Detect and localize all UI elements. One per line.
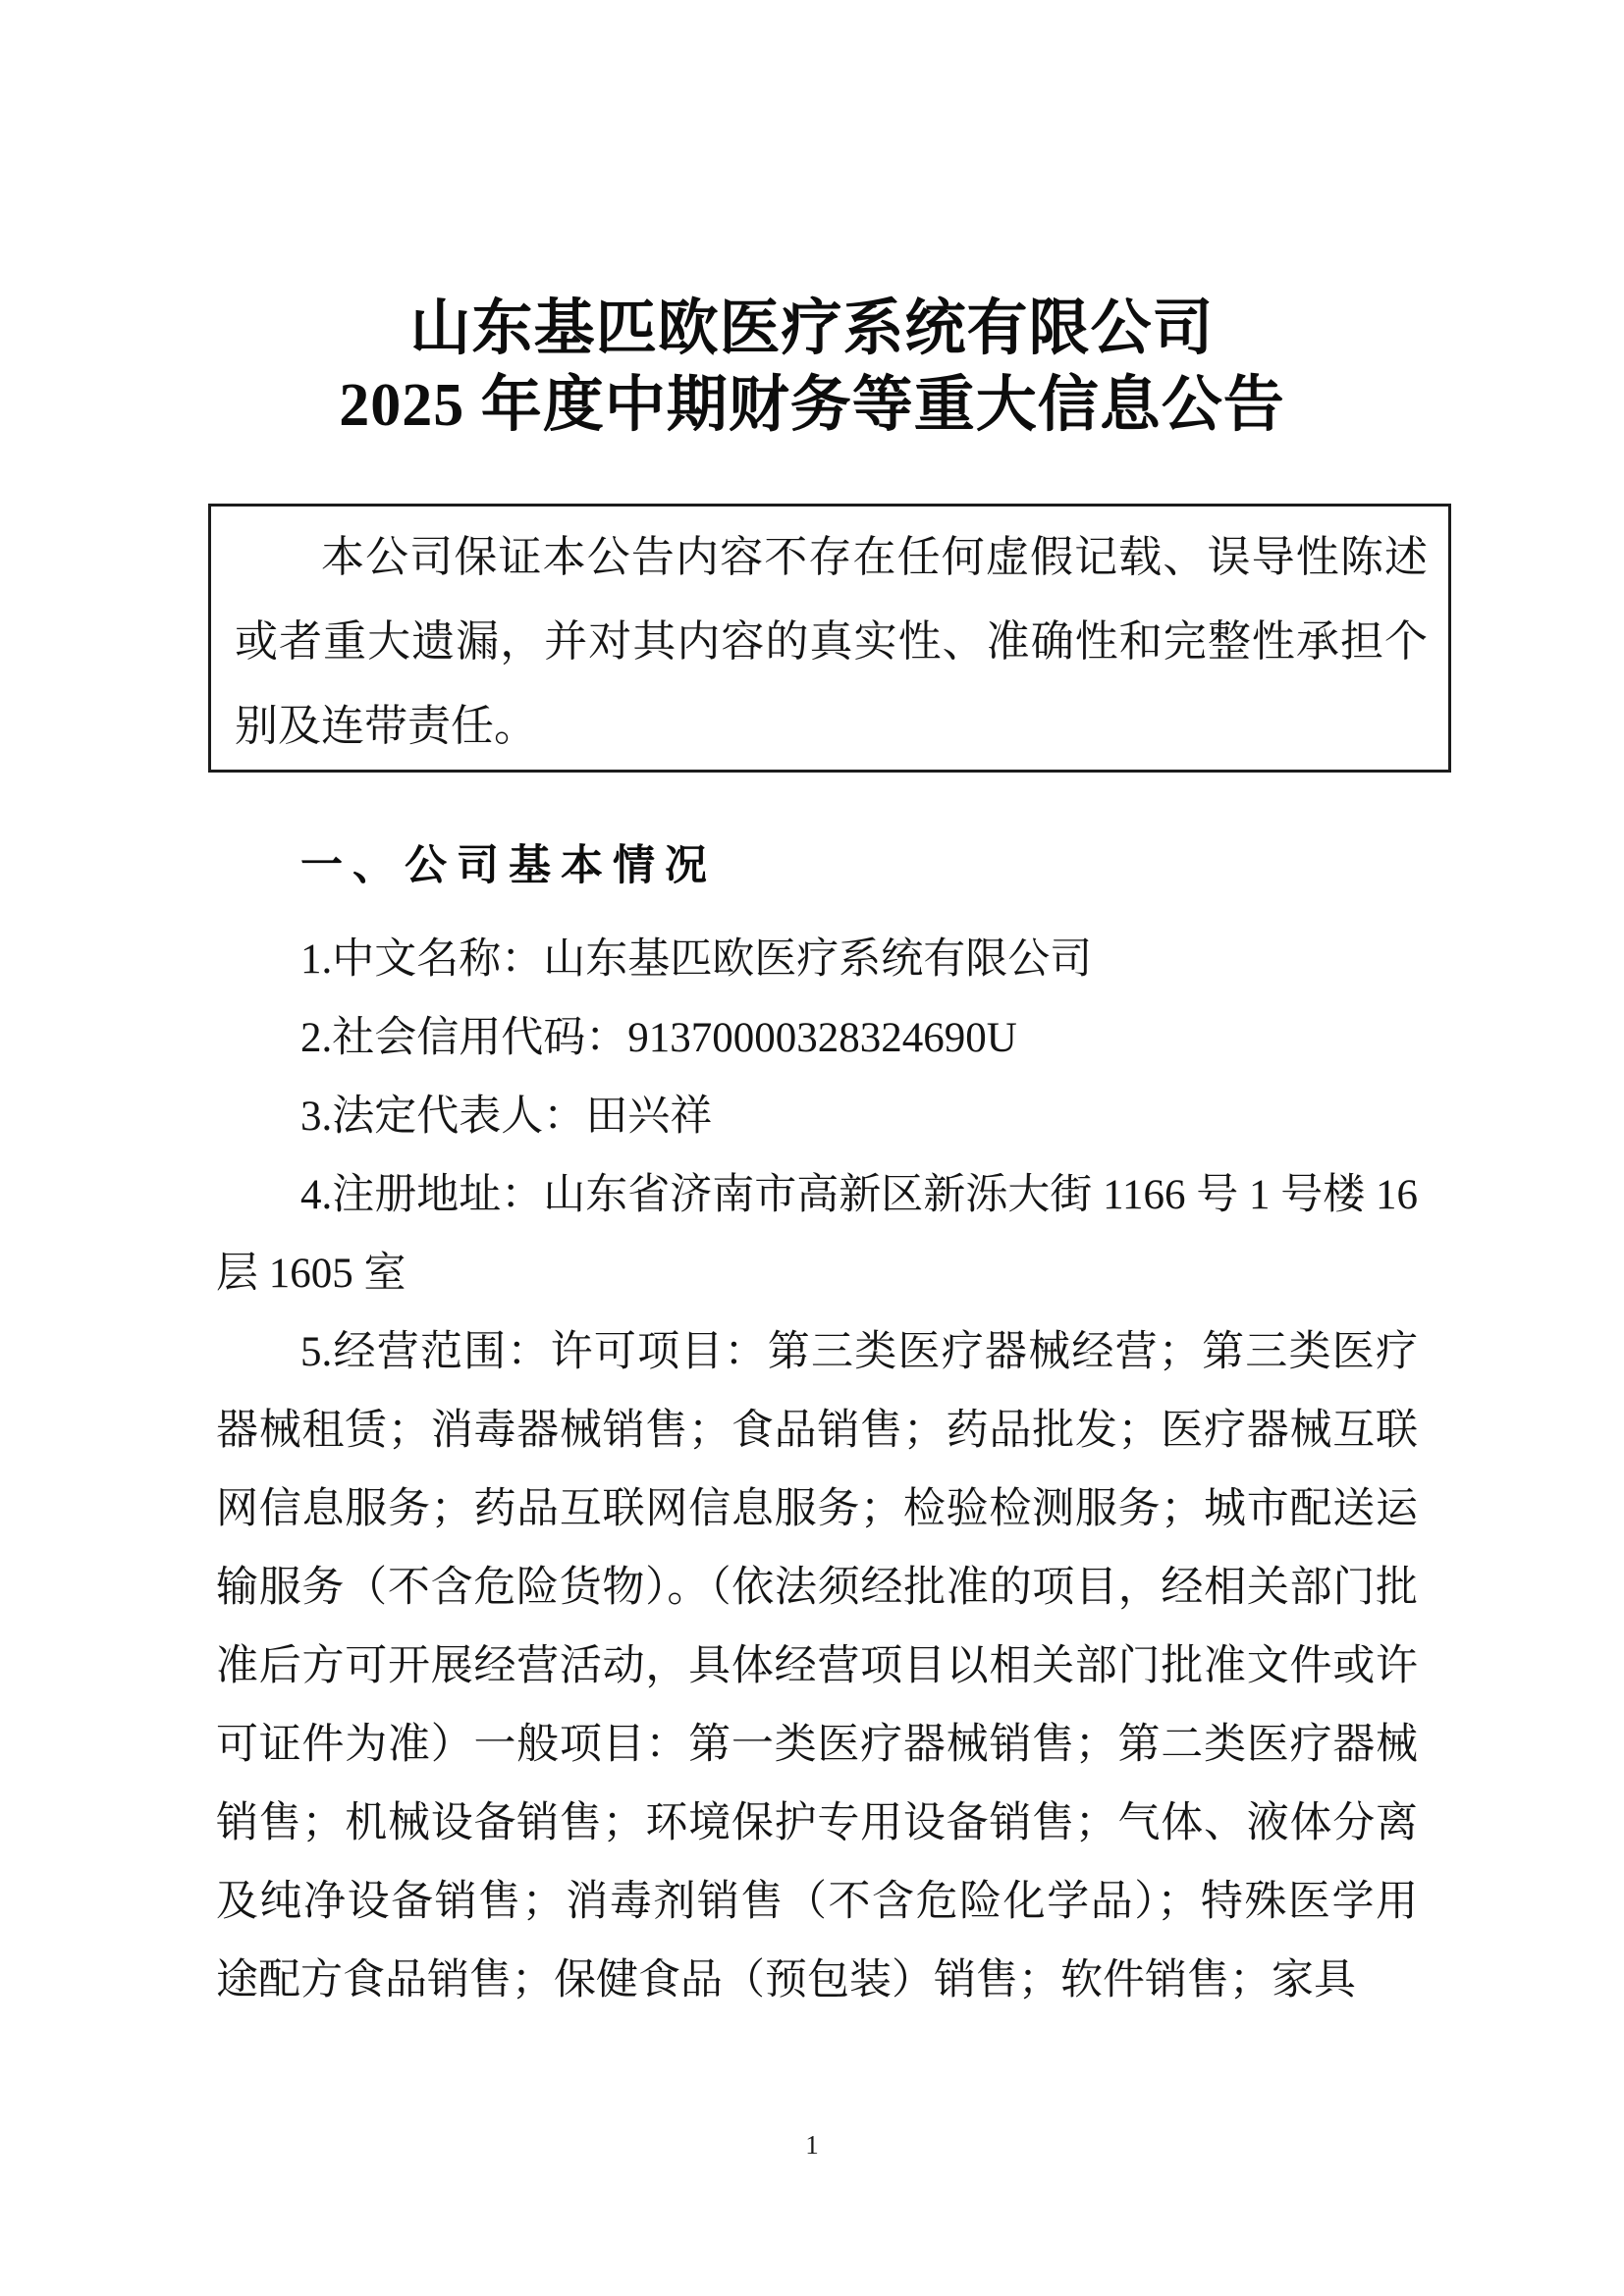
disclaimer-box	[208, 504, 1451, 773]
item-legal-representative: 3.法定代表人：田兴祥	[300, 1094, 713, 1140]
document-title	[0, 291, 1624, 444]
item-business-scope: 5.经营范围：许可项目：第三类医疗器械经营；第三类医疗器械租赁；消毒器械销售；食品销售；药品批发；医疗器械互联网信息服务；药品互联网信息服务；检验检测服务；城市配送运输服务（不含危险货物）。（依法须经批准的项目，经相关部门批准后方可开展经营活动，具体经营项目以相关部门批准文件或许可证件为准）一般项目：第一类医疗器械销售；第二类医疗器械销售；机械设备销售；环境保护专用设备销售；气体、液体分离及纯净设备销售；消毒剂销售（不含危险化学品）；特殊医学用途配方食品销售；保健食品（预包装）销售；软件销售；家具	[216, 1329, 1418, 2003]
item-credit-code: 2.社会信用代码：91370000328324690U	[300, 1015, 1017, 1061]
document-title-line2: 2025 年度中期财务等重大信息公告	[339, 372, 1285, 439]
disclaimer-text: 本公司保证本公告内容不存在任何虚假记载、误导性陈述或者重大遗漏，并对其内容的真实性、准确性和完整性承担个别及连带责任。	[235, 533, 1428, 750]
section-heading-company-basics: 一、公司基本情况	[300, 842, 717, 889]
page-number: 1	[805, 2130, 819, 2160]
item-registered-address: 4.注册地址：山东省济南市高新区新泺大街 1166 号 1 号楼 16 层 1605 室	[216, 1172, 1418, 1297]
item-chinese-name: 1.中文名称：山东基匹欧医疗系统有限公司	[300, 936, 1093, 983]
document-title-line1: 山东基匹欧医疗系统有限公司	[409, 295, 1215, 362]
document-body	[216, 840, 1418, 2020]
